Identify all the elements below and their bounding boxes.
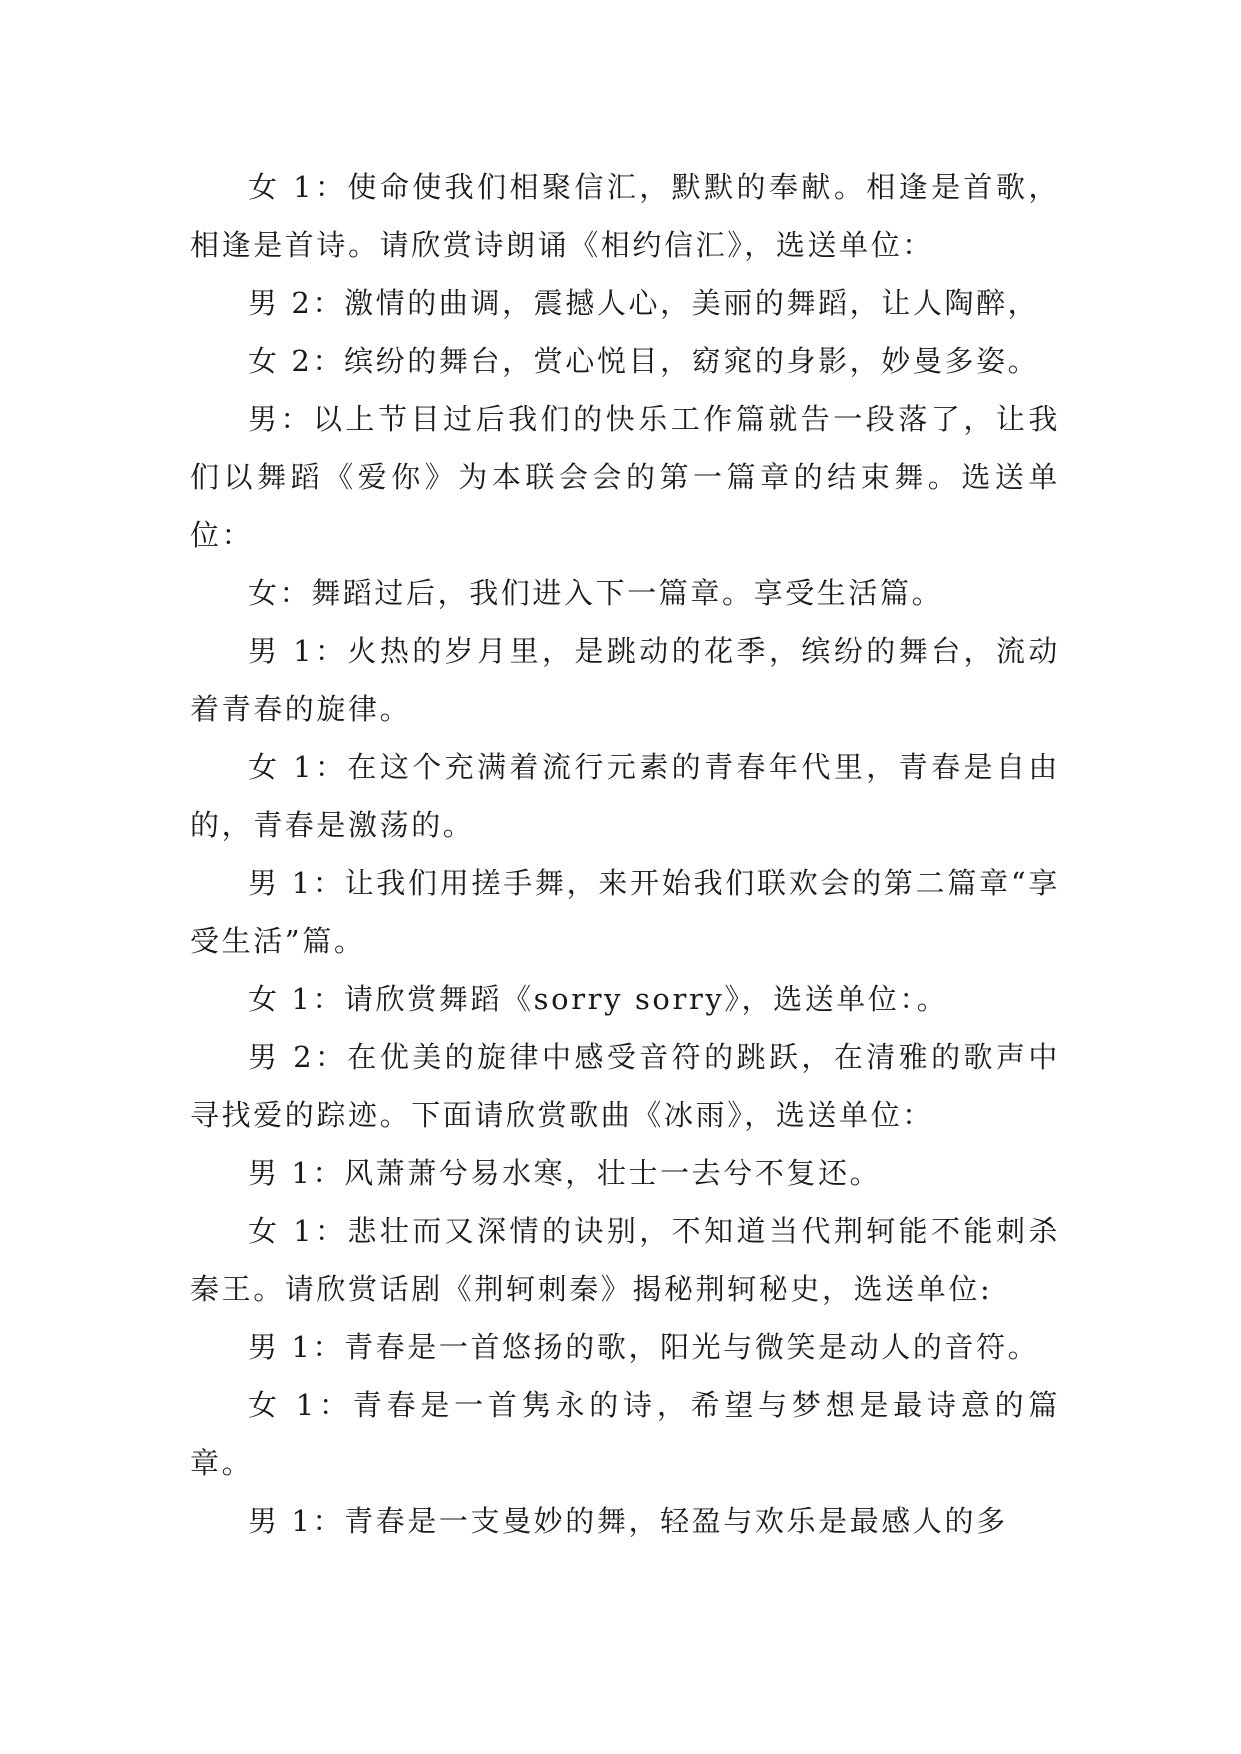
paragraph: 女 1：在这个充满着流行元素的青春年代里，青春是自由的，青春是激荡的。 <box>190 750 1060 842</box>
paragraph: 女：舞蹈过后，我们进入下一篇章。享受生活篇。 <box>248 576 944 610</box>
paragraph: 女 2：缤纷的舞台，赏心悦目，窈窕的身影，妙曼多姿。 <box>248 344 1040 378</box>
paragraph: 男 2：激情的曲调，震撼人心，美丽的舞蹈，让人陶醉， <box>248 286 1040 320</box>
paragraph: 男 1：青春是一支曼妙的舞，轻盈与欢乐是最感人的多 <box>248 1504 1008 1538</box>
paragraph: 男 1：火热的岁月里，是跳动的花季，缤纷的舞台，流动着青春的旋律。 <box>190 634 1060 726</box>
paragraph: 女 1：悲壮而又深情的诀别，不知道当代荆轲能不能刺杀秦王。请欣赏话剧《荆轲刺秦》揭秘荆轲秘史，选送单位: <box>190 1214 1060 1306</box>
paragraph: 女 1：青春是一首隽永的诗，希望与梦想是最诗意的篇章。 <box>190 1388 1060 1480</box>
paragraph: 男 2：在优美的旋律中感受音符的跳跃，在清雅的歌声中寻找爱的踪迹。下面请欣赏歌曲《冰雨》，选送单位： <box>190 1040 1060 1132</box>
paragraph: 女 1：使命使我们相聚信汇，默默的奉献。相逢是首歌，相逢是首诗。请欣赏诗朗诵《相约信汇》，选送单位： <box>190 170 1060 262</box>
paragraph: 男：以上节目过后我们的快乐工作篇就告一段落了，让我们以舞蹈《爱你》为本联会会的第一篇章的结束舞。选送单位： <box>190 402 1060 552</box>
document-body <box>190 158 1060 1550</box>
paragraph: 女 1：请欣赏舞蹈《sorry sorry》，选送单位：。 <box>248 982 949 1016</box>
paragraph: 男 1：青春是一首悠扬的歌，阳光与微笑是动人的音符。 <box>248 1330 1040 1364</box>
paragraph: 男 1：让我们用搓手舞，来开始我们联欢会的第二篇章“享受生活”篇。 <box>190 866 1060 958</box>
paragraph: 男 1：风萧萧兮易水寒，壮士一去兮不复还。 <box>248 1156 882 1190</box>
